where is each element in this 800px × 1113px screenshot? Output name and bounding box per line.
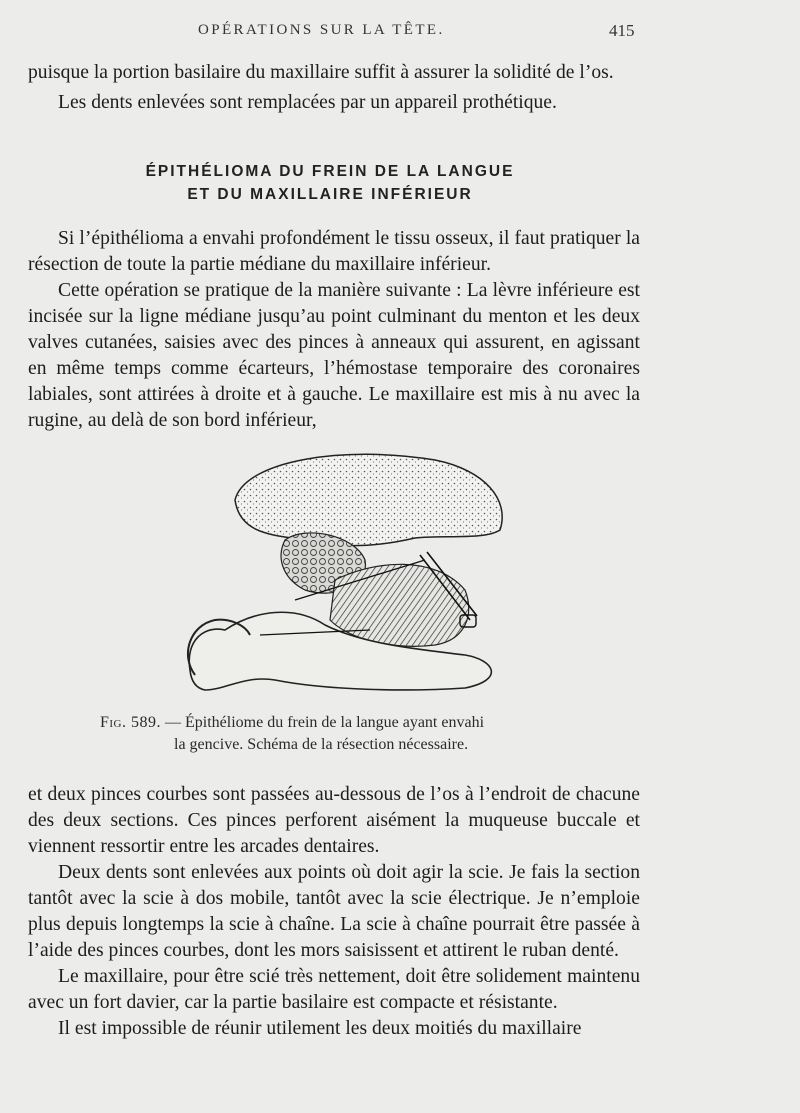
paragraph: Les dents enlevées sont remplacées par un appareil prothétique. <box>58 92 557 113</box>
paragraph: puisque la portion basilaire du maxillaire suffit à assurer la solidité de l’os. <box>28 62 614 83</box>
caption-line: la gencive. Schéma de la résection nécessaire. <box>174 736 469 753</box>
figure-caption <box>100 712 600 756</box>
page-number: 415 <box>609 21 635 40</box>
section-heading-line: ÉPITHÉLIOMA DU FREIN DE LA LANGUE <box>145 163 515 180</box>
paragraph: et deux pinces courbes sont passées au-dessous de l’os à l’endroit de chacune des deux sections. Ces pinces perforent aisément la muqueuse buccale et viennent ressortir entre les arcades dentaires. <box>28 784 640 857</box>
figure-label: Fig. 589. <box>100 714 162 731</box>
paragraph: Il est impossible de réunir utilement les deux moitiés du maxillaire <box>58 1018 582 1039</box>
paragraph: Si l’épithélioma a envahi profondément le tissu osseux, il faut pratiquer la résection de toute la partie médiane du maxillaire inférieur. <box>28 228 640 275</box>
running-header <box>0 18 800 44</box>
running-title: OPÉRATIONS SUR LA TÊTE. <box>198 22 445 38</box>
continuation-text <box>28 782 640 1042</box>
paragraph: Le maxillaire, pour être scié très nettement, doit être solidement maintenu avec un fort davier, car la partie basilaire est compacte et résistante. <box>28 966 640 1013</box>
caption-line <box>100 712 600 734</box>
section-heading-line: ET DU MAXILLAIRE INFÉRIEUR <box>187 186 473 203</box>
paragraph: Cette opération se pratique de la manière suivante : La lèvre inférieure est incisée sur la ligne médiane jusqu’au point culminant du menton et les deux valves cutanées, saisies avec des pinces à anneaux qui assurent, en agissant en même temps comme écarteurs, l’hémostase temporaire des coronaires labiales, sont attirées à droite et à gauche. Le maxillaire est mis à nu avec la rugine, au delà de son bord inférieur, <box>28 280 640 431</box>
muscle-bundle <box>330 564 469 646</box>
tongue-shape <box>235 454 502 545</box>
section-heading <box>60 160 600 206</box>
anatomical-illustration <box>165 440 525 715</box>
paragraph: Deux dents sont enlevées aux points où doit agir la scie. Je fais la section tantôt avec la scie à dos mobile, tantôt avec la scie électrique. Je n’emploie plus depuis longtemps la scie à chaîne. La scie à chaîne pourrait être passée à l’aide des pinces courbes, dont les mors saisissent et attirent le ruban denté. <box>28 862 640 961</box>
section-text <box>28 226 640 434</box>
caption-text: — Épithéliome du frein de la langue ayant envahi <box>165 714 485 731</box>
intro-text <box>28 60 640 116</box>
